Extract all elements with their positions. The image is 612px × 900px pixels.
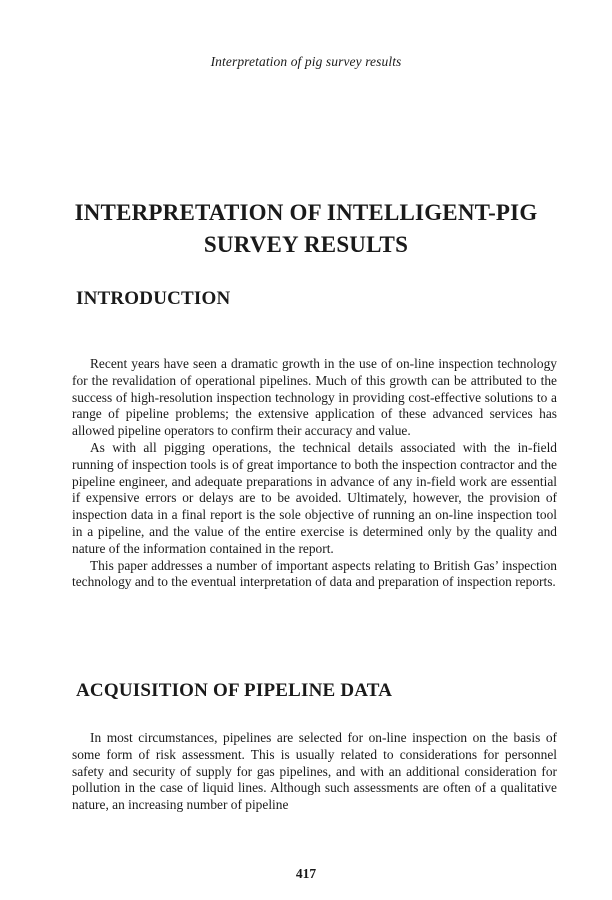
introduction-body <box>72 356 557 591</box>
paper-title <box>0 197 612 261</box>
running-header: Interpretation of pig survey results <box>210 54 402 69</box>
page-number: 417 <box>295 866 317 881</box>
acquisition-paragraph: In most circumstances, pipelines are selected for on-line inspection on the basis of some form of risk assessment. This is usually related to considerations for personnel safety and security of supply for gas pipelines, and with an additional consideration for pollution in the case of liquid lines. Although such assessments are often of a qualitative nature, an increasing number of pipeline <box>72 730 557 813</box>
paper-title-line-2: SURVEY RESULTS <box>203 232 409 257</box>
introduction-paragraph: Recent years have seen a dramatic growth in the use of on-line inspection technology for the revalidation of operational pipelines. Much of this growth can be attributed to the success of high-resolution inspection technology in providing cost-effective solutions to a range of pipeline problems; the extensive application of these advanced services has allowed pipeline operators to confirm their accuracy and value. <box>72 356 557 439</box>
introduction-paragraph: This paper addresses a number of important aspects relating to British Gas’ inspection technology and to the eventual interpretation of data and preparation of inspection reports. <box>72 557 557 590</box>
acquisition-body <box>72 730 557 814</box>
introduction-paragraph: As with all pigging operations, the technical details associated with the in-field running of inspection tools is of great importance to both the inspection contractor and the pipeline engineer, and adequate preparations in advance of any in-field work are essential if expensive errors or delays are to be avoided. Ultimately, however, the provision of inspection data in a final report is the sole objective of running an on-line inspection tool in a pipeline, and the value of the entire exercise is determined only by the quality and nature of the information contained in the report. <box>72 439 557 556</box>
introduction-heading: INTRODUCTION <box>76 288 231 309</box>
acquisition-heading: ACQUISITION OF PIPELINE DATA <box>76 680 393 701</box>
paper-title-line-1: INTERPRETATION OF INTELLIGENT-PIG <box>74 200 538 225</box>
